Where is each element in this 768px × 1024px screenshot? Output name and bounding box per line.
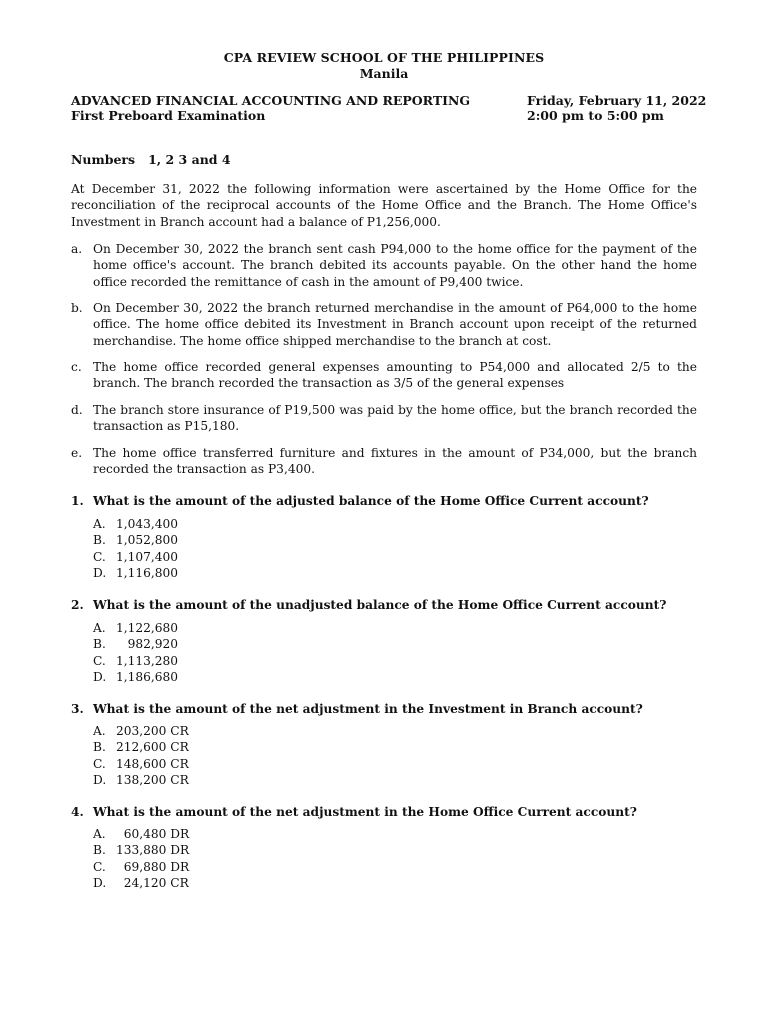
choice-letter: D. — [93, 875, 107, 890]
intro-paragraph: At December 31, 2022 the following information were ascertained by the Home Office for the reconciliation of the reciprocal accounts of the Home Office and the Branch. The Home Office's Investment in Branch account had a balance of P1,256,000. — [71, 182, 697, 229]
question-text: What is the amount of the unadjusted balance of the Home Office Current account? — [93, 598, 667, 612]
choice-value: 1,116,800 — [116, 565, 179, 580]
item-text: On December 30, 2022 the branch returned merchandise in the amount of P64,000 to the home office. The home office debited its Investment in Branch account upon receipt of the returned merchandise. The home office shipped merchandise to the branch at cost. — [93, 301, 697, 348]
question-3 — [71, 702, 697, 716]
choice-letter: D. — [93, 669, 107, 684]
numbers-heading: Numbers 1, 2 3 and 4 — [71, 152, 231, 167]
item-letter: d. — [71, 403, 83, 417]
choice-value: 133,880 DR — [116, 843, 190, 858]
item-text: The branch store insurance of P19,500 was paid by the home office, but the branch recorded the transaction as P15,180. — [93, 403, 697, 434]
school-city: Manila — [359, 66, 409, 81]
question-number: 1. — [71, 494, 84, 508]
school-name: CPA REVIEW SCHOOL OF THE PHILIPPINES — [223, 50, 545, 65]
choice-letter: D. — [93, 565, 107, 580]
choice-value: 1,107,400 — [116, 549, 179, 564]
item-text: On December 30, 2022 the branch sent cash P94,000 to the home office for the payment of the home office's account. The branch debited its accounts payable. On the other hand the home office recorded the remittance of cash in the amount of P9,400 twice. — [93, 242, 697, 289]
choice-letter: D. — [93, 772, 107, 787]
question-4 — [71, 805, 697, 819]
choice-value: 1,186,680 — [116, 669, 179, 684]
choice-letter: C. — [93, 859, 106, 874]
choice-letter: B. — [93, 533, 106, 548]
choice-letter: C. — [93, 549, 106, 564]
question-number: 2. — [71, 598, 84, 612]
exam-title: First Preboard Examination — [71, 108, 266, 123]
choice-value: 203,200 CR — [116, 724, 189, 738]
item-letter: a. — [71, 242, 83, 256]
question-number: 3. — [71, 702, 84, 716]
choice-value: 60,480 DR — [116, 827, 190, 841]
choice-letter: B. — [93, 843, 106, 858]
choice-value: 138,200 CR — [116, 772, 189, 787]
choice-value: 148,600 CR — [116, 756, 189, 771]
choice-value: 24,120 CR — [116, 875, 189, 890]
question-number: 4. — [71, 805, 84, 819]
item-letter: b. — [71, 301, 83, 315]
choice-value: 1,043,400 — [116, 517, 179, 531]
choice-letter: B. — [93, 637, 106, 652]
item-text: The home office transferred furniture and fixtures in the amount of P34,000, but the branch recorded the transaction as P3,400. — [93, 446, 697, 477]
exam-date: Friday, February 11, 2022 — [527, 93, 707, 108]
choice-letter: A. — [93, 724, 106, 738]
choice-value: 69,880 DR — [116, 859, 190, 874]
choice-value: 1,122,680 — [116, 621, 179, 635]
choice-value: 212,600 CR — [116, 740, 189, 755]
question-1 — [71, 494, 697, 508]
choice-letter: A. — [93, 827, 106, 841]
choice-value: 1,113,280 — [116, 653, 179, 668]
question-text: What is the amount of the net adjustment in the Home Office Current account? — [93, 805, 637, 819]
exam-time: 2:00 pm to 5:00 pm — [527, 108, 664, 123]
question-text: What is the amount of the net adjustment in the Investment in Branch account? — [93, 702, 643, 716]
item-text: The home office recorded general expenses amounting to P54,000 and allocated 2/5 to the branch. The branch recorded the transaction as 3/5 of the general expenses — [93, 360, 697, 391]
choice-letter: A. — [93, 621, 106, 635]
list-item-d — [71, 402, 697, 435]
list-item-a — [71, 241, 697, 290]
item-letter: e. — [71, 446, 83, 460]
choice-letter: C. — [93, 653, 106, 668]
question-text: What is the amount of the adjusted balance of the Home Office Current account? — [93, 494, 649, 508]
choice-value: 1,052,800 — [116, 533, 179, 548]
list-item-e — [71, 445, 697, 478]
list-item-c — [71, 359, 697, 392]
choice-value: 982,920 — [116, 637, 179, 652]
subject-title: ADVANCED FINANCIAL ACCOUNTING AND REPORTING — [71, 93, 471, 108]
question-2 — [71, 598, 697, 612]
choice-letter: A. — [93, 517, 106, 531]
choice-letter: C. — [93, 756, 106, 771]
item-letter: c. — [71, 360, 82, 374]
list-item-b — [71, 300, 697, 349]
choice-letter: B. — [93, 740, 106, 755]
